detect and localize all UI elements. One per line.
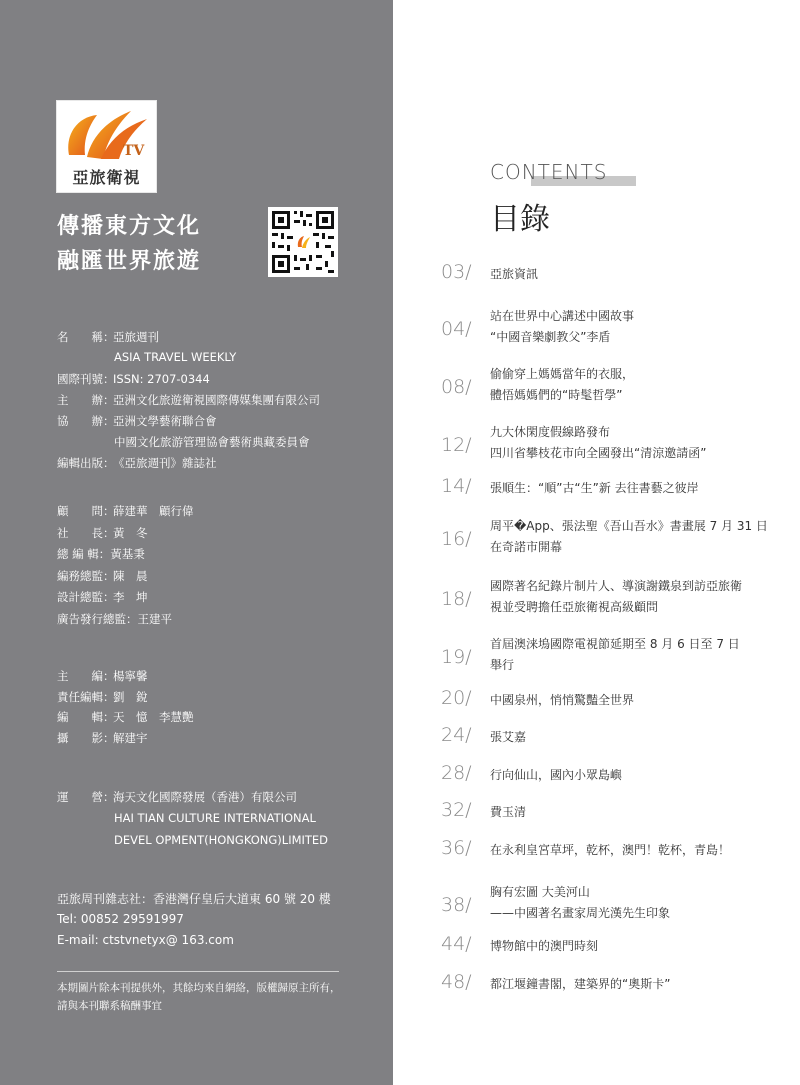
masthead-value: 李 坤 (113, 590, 148, 605)
toc-page-number[interactable]: 18/ (441, 588, 472, 610)
toc-page-number[interactable]: 28/ (441, 762, 472, 784)
masthead-row (57, 589, 148, 605)
toc-page-number[interactable]: 19/ (441, 646, 472, 668)
footer-divider (57, 971, 339, 972)
masthead-row (57, 709, 194, 725)
toc-title-line[interactable]: 中國泉州，悄悄驚豔全世界 (490, 693, 635, 707)
toc-page-number[interactable]: 38/ (441, 894, 472, 916)
copyright-note: 本期圖片除本刊提供外，其餘均來自網絡，版權歸原主所有， (57, 982, 341, 994)
masthead-value: 《亞旅週刊》雜誌社 (113, 456, 217, 470)
masthead-value: 中國文化旅游管理協會藝術典藏委員會 (114, 435, 310, 449)
masthead-label: 顧 問： (57, 504, 115, 518)
toc-title-line[interactable]: 費玉清 (490, 805, 527, 819)
masthead-row (57, 413, 217, 429)
toc-page-number[interactable]: 03/ (441, 261, 472, 283)
masthead-value: DEVEL OPMENT(HONGKONG)LIMITED (114, 833, 329, 847)
masthead-value: 亞洲文化旅遊衛視國際傳媒集團有限公司 (113, 393, 320, 407)
toc-title-line[interactable]: 都江堰鐘書閣，建築界的“奧斯卡” (490, 977, 671, 991)
toc-title-line[interactable]: 首屆澳涞塢國際電視節延期至 8 月 6 日至 7 日 (490, 637, 740, 651)
masthead-value: 陳 晨 (113, 568, 148, 583)
toc-title-line[interactable]: 博物館中的澳門時刻 (490, 939, 599, 953)
masthead-value: 天 憶 李慧艷 (113, 710, 194, 724)
masthead-row (57, 546, 145, 562)
masthead-value: ISSN: 2707-0344 (113, 372, 210, 386)
logo-tv-text: TV (123, 143, 145, 159)
masthead-value: 黃基秉 (110, 547, 145, 562)
toc-title-line[interactable]: ——中國著名畫家周光漢先生印象 (490, 906, 671, 920)
toc-title-line[interactable]: “中國音樂劇教父”李盾 (490, 330, 611, 344)
masthead-value: HAI TIAN CULTURE INTERNATIONAL (114, 811, 316, 825)
masthead-row (57, 455, 217, 471)
contents-title-en: CONTENTS (490, 160, 608, 184)
toc-title-line[interactable]: 四川省攀枝花市向全國發出“清涼邀請函” (490, 446, 707, 460)
slogan-line-2: 融匯世界旅遊 (57, 248, 202, 274)
masthead-row (114, 833, 328, 847)
toc-title-line[interactable]: 在永利皇宮草坪，乾杯，澳門！乾杯，青島！ (490, 843, 731, 857)
masthead-label: 設計總監： (57, 590, 115, 605)
toc-title-line[interactable]: 周平�App、張法聖《吾山吾水》書畫展 7 月 31 日 (490, 519, 768, 533)
masthead-label: 協 辦： (57, 414, 115, 428)
masthead-row (57, 668, 148, 684)
toc-title-line[interactable]: 國際著名紀錄片制片人、導演謝鐵泉到訪亞旅衛 (490, 579, 743, 593)
slogan-line-1: 傳播東方文化 (57, 213, 202, 239)
contact-line: E-mail: ctstvnetyx@ 163.com (57, 933, 234, 947)
masthead-label: 主 編： (57, 669, 115, 683)
toc-title-line[interactable]: 九大休閑度假線路發布 (490, 425, 611, 439)
masthead-label: 運 營： (57, 790, 115, 804)
masthead-label: 攝 影： (57, 730, 115, 745)
masthead-value: 王建平 (137, 612, 172, 626)
masthead-row (57, 611, 172, 627)
contact-line: Tel: 00852 29591997 (57, 911, 184, 926)
masthead-row (114, 434, 310, 450)
contact-line: 亞旅周刊雜志社：香港灣仔皇后大道東 60 號 20 樓 (57, 892, 331, 906)
masthead-value: 劉 銳 (113, 689, 148, 704)
toc-page-number[interactable]: 12/ (441, 434, 472, 456)
qr-code (268, 207, 338, 277)
masthead-label: 總 編 輯： (57, 547, 111, 562)
masthead-value: 亞旅週刊 (113, 330, 159, 344)
toc-page-number[interactable]: 44/ (441, 933, 472, 955)
masthead-label: 社 長： (57, 525, 115, 540)
masthead-row (57, 689, 148, 705)
toc-title-line[interactable]: 張艾嘉 (490, 730, 527, 744)
toc-title-line[interactable]: 視並受聘擔任亞旅衛視高級顧問 (490, 600, 659, 614)
toc-page-number[interactable]: 04/ (441, 318, 472, 340)
masthead-label: 編輯出版： (57, 456, 115, 470)
masthead-row (114, 350, 236, 364)
masthead-row (57, 789, 297, 805)
masthead-label: 國際刊號： (57, 372, 115, 386)
toc-page-number[interactable]: 48/ (441, 971, 472, 993)
copyright-note: 請與本刊聯系稿酬事宜 (57, 1000, 162, 1012)
masthead-label: 名 稱： (57, 330, 115, 344)
masthead-label: 主 辦： (57, 393, 115, 407)
masthead-value: 亞洲文學藝術聯合會 (113, 414, 217, 428)
contents-panel (393, 0, 800, 1085)
toc-page-number[interactable]: 16/ (441, 528, 472, 550)
masthead-row (57, 371, 210, 387)
toc-title-line[interactable]: 在奇諾市開幕 (490, 540, 563, 554)
masthead-value: 解建宇 (113, 730, 148, 745)
masthead-row (57, 568, 148, 584)
masthead-label: 編務總監： (57, 568, 115, 583)
toc-title-line[interactable]: 行向仙山，國內小眾島嶼 (490, 768, 623, 782)
toc-title-line[interactable]: 站在世界中心講述中國故事 (490, 309, 635, 323)
masthead-row (114, 811, 316, 825)
logo-brand-text: 亞旅衛視 (72, 168, 141, 187)
masthead-row (57, 525, 148, 541)
channel-logo (57, 101, 156, 192)
toc-page-number[interactable]: 20/ (441, 687, 472, 709)
masthead-value: 薛建華 顧行偉 (113, 504, 194, 518)
toc-page-number[interactable]: 36/ (441, 837, 472, 859)
masthead-label: 廣告發行總監： (57, 612, 138, 626)
toc-page-number[interactable]: 08/ (441, 376, 472, 398)
masthead-panel (0, 0, 393, 1085)
masthead-value: 海天文化國際發展（香港）有限公司 (113, 790, 297, 804)
masthead-row (57, 503, 194, 519)
contents-title-zh: 目錄 (490, 202, 550, 237)
toc-title-line[interactable]: 體悟媽媽們的“時髦哲學” (490, 388, 623, 402)
qr-code-icon (268, 207, 338, 277)
masthead-value: 黃 冬 (113, 525, 148, 540)
masthead-row (57, 392, 320, 408)
masthead-row (57, 329, 159, 345)
masthead-label: 編 輯： (57, 710, 115, 724)
masthead-value: 楊寧馨 (113, 669, 148, 683)
masthead-value: ASIA TRAVEL WEEKLY (114, 350, 237, 364)
toc-title-line[interactable]: 偷偷穿上媽媽當年的衣服， (490, 367, 635, 381)
masthead-row (57, 730, 148, 746)
toc-title-line[interactable]: 舉行 (490, 658, 515, 672)
toc-title-line[interactable]: 胸有宏圖 大美河山 (490, 885, 590, 899)
toc-page-number[interactable]: 24/ (441, 724, 472, 746)
toc-title-line[interactable]: 張順生：“順”古“生”新 去往書藝之彼岸 (490, 481, 699, 495)
masthead-label: 責任編輯： (57, 689, 115, 704)
toc-page-number[interactable]: 14/ (441, 475, 472, 497)
toc-title-line[interactable]: 亞旅資訊 (490, 267, 539, 281)
toc-page-number[interactable]: 32/ (441, 799, 472, 821)
